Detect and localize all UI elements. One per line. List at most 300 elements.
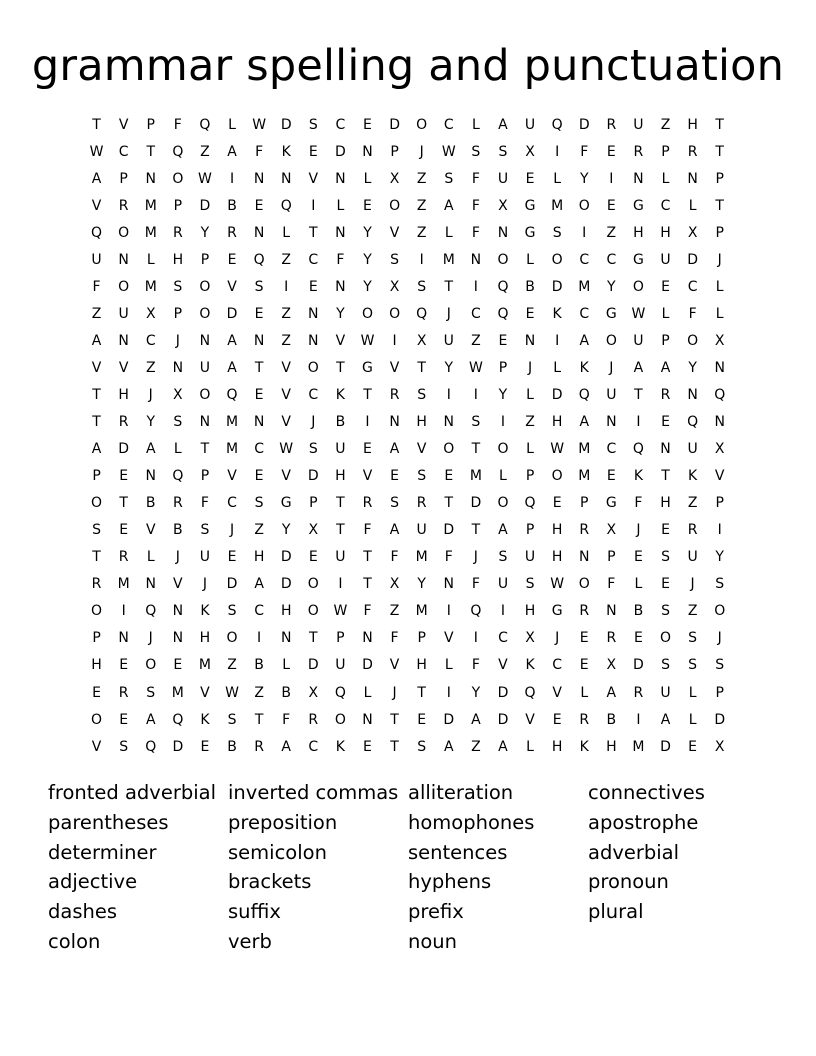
- grid-letter: R: [416, 495, 427, 512]
- grid-letter: S: [227, 711, 237, 728]
- grid-letter: T: [254, 359, 264, 376]
- grid-letter: P: [607, 549, 616, 566]
- grid-letter: I: [473, 386, 478, 403]
- grid-letter: Z: [200, 143, 210, 160]
- grid-letter: T: [715, 143, 724, 160]
- word-list-item: apostrophe: [588, 810, 699, 834]
- grid-letter: O: [497, 251, 509, 268]
- grid-letter: P: [173, 305, 183, 322]
- grid-letter: G: [605, 305, 617, 322]
- grid-letter: H: [687, 116, 698, 133]
- grid-letter: L: [146, 251, 155, 268]
- grid-letter: L: [526, 251, 534, 268]
- grid-letter: E: [119, 711, 129, 728]
- grid-letter: Z: [254, 522, 264, 539]
- grid-letter: Q: [226, 386, 238, 403]
- grid-letter: P: [580, 495, 589, 512]
- grid-letter: L: [688, 711, 697, 728]
- grid-letter: F: [688, 305, 697, 322]
- grid-letter: Q: [334, 684, 346, 701]
- grid-letter: A: [633, 359, 644, 376]
- grid-letter: E: [363, 441, 372, 458]
- grid-letter: S: [498, 143, 508, 160]
- grid-letter: S: [417, 386, 427, 403]
- grid-letter: R: [91, 576, 102, 593]
- grid-letter: U: [687, 441, 698, 458]
- grid-letter: L: [553, 170, 562, 187]
- grid-letter: U: [497, 170, 509, 187]
- grid-letter: X: [389, 576, 400, 593]
- grid-letter: O: [497, 495, 509, 512]
- grid-letter: O: [551, 251, 563, 268]
- grid-letter: Q: [253, 251, 265, 268]
- grid-letter: S: [661, 657, 670, 674]
- grid-letter: L: [444, 224, 453, 241]
- grid-letter: X: [145, 305, 156, 322]
- grid-letter: R: [687, 522, 698, 539]
- grid-letter: Z: [281, 251, 291, 268]
- grid-letter: I: [229, 170, 235, 187]
- grid-letter: A: [498, 738, 508, 755]
- grid-letter: N: [335, 278, 346, 295]
- grid-letter: Q: [280, 197, 292, 214]
- grid-letter: E: [308, 549, 318, 566]
- word-list-item: fronted adverbial: [48, 781, 217, 804]
- grid-letter: T: [119, 495, 128, 512]
- grid-letter: A: [660, 359, 671, 376]
- grid-letter: V: [227, 468, 237, 485]
- grid-letter: A: [389, 441, 400, 458]
- grid-letter: S: [173, 278, 183, 295]
- grid-letter: Z: [227, 657, 237, 674]
- grid-letter: H: [606, 738, 617, 755]
- grid-letter: Z: [471, 738, 481, 755]
- grid-letter: R: [579, 522, 590, 539]
- grid-letter: T: [634, 386, 643, 403]
- grid-letter: R: [172, 224, 183, 241]
- grid-letter: I: [365, 414, 370, 431]
- grid-letter: R: [606, 116, 617, 133]
- word-search-grid: [83, 111, 733, 760]
- grid-letter: P: [119, 170, 128, 187]
- grid-letter: V: [118, 359, 129, 376]
- grid-letter: D: [389, 116, 400, 133]
- word-list-item: adjective: [48, 870, 138, 894]
- grid-letter: H: [551, 522, 563, 539]
- grid-letter: G: [605, 495, 617, 512]
- grid-letter: U: [443, 332, 454, 349]
- grid-letter: N: [660, 441, 671, 458]
- grid-letter: P: [173, 197, 183, 214]
- grid-letter: T: [417, 684, 426, 701]
- grid-letter: R: [118, 414, 129, 431]
- grid-letter: H: [551, 738, 563, 755]
- grid-letter: F: [607, 576, 616, 593]
- grid-letter: J: [202, 576, 207, 593]
- grid-letter: C: [443, 116, 454, 133]
- grid-letter: D: [443, 522, 455, 539]
- grid-letter: G: [632, 197, 644, 214]
- grid-letter: T: [363, 549, 372, 566]
- grid-letter: Z: [416, 224, 427, 241]
- grid-letter: A: [579, 414, 590, 431]
- grid-letter: N: [308, 332, 319, 349]
- grid-letter: D: [226, 305, 238, 322]
- grid-letter: L: [553, 359, 562, 376]
- grid-letter: S: [688, 657, 698, 674]
- grid-letter: F: [471, 197, 480, 214]
- grid-letter: P: [715, 684, 724, 701]
- grid-letter: H: [416, 657, 427, 674]
- grid-letter: P: [200, 468, 210, 485]
- grid-letter: Y: [363, 251, 372, 268]
- grid-letter: B: [227, 197, 237, 214]
- grid-letter: J: [636, 522, 641, 539]
- grid-letter: D: [199, 197, 211, 214]
- grid-letter: T: [309, 224, 318, 241]
- grid-letter: P: [336, 630, 345, 647]
- grid-letter: M: [578, 468, 591, 485]
- grid-letter: V: [552, 684, 562, 701]
- grid-letter: J: [717, 630, 722, 647]
- grid-letter: R: [172, 495, 183, 512]
- grid-letter: Q: [551, 116, 563, 133]
- grid-letter: N: [145, 576, 156, 593]
- grid-letter: T: [471, 441, 481, 458]
- grid-letter: I: [636, 414, 641, 431]
- grid-letter: S: [417, 468, 427, 485]
- grid-letter: V: [281, 468, 291, 485]
- grid-letter: T: [336, 522, 345, 539]
- grid-letter: Y: [363, 278, 372, 295]
- grid-letter: O: [307, 603, 319, 620]
- grid-letter: P: [92, 630, 101, 647]
- grid-letter: D: [362, 657, 373, 674]
- grid-letter: U: [199, 549, 211, 566]
- grid-letter: I: [555, 143, 560, 160]
- grid-letter: W: [468, 359, 483, 376]
- grid-letter: I: [392, 332, 397, 349]
- grid-letter: B: [633, 603, 644, 620]
- grid-letter: T: [363, 386, 372, 403]
- grid-letter: I: [555, 332, 560, 349]
- grid-letter: T: [200, 441, 210, 458]
- grid-letter: F: [363, 603, 372, 620]
- grid-letter: N: [714, 359, 725, 376]
- grid-letter: U: [633, 332, 644, 349]
- grid-letter: A: [660, 711, 671, 728]
- grid-letter: O: [361, 305, 373, 322]
- grid-letter: Q: [497, 305, 509, 322]
- grid-letter: L: [661, 170, 670, 187]
- grid-letter: E: [525, 305, 535, 322]
- grid-letter: V: [389, 657, 400, 674]
- grid-letter: D: [335, 143, 346, 160]
- grid-letter: O: [389, 197, 401, 214]
- grid-letter: L: [634, 576, 643, 593]
- grid-letter: Q: [578, 386, 590, 403]
- grid-letter: F: [173, 116, 182, 133]
- grid-letter: F: [363, 522, 372, 539]
- grid-letter: J: [690, 576, 695, 593]
- grid-letter: V: [200, 684, 210, 701]
- grid-letter: N: [118, 251, 129, 268]
- grid-letter: J: [473, 549, 478, 566]
- grid-letter: T: [336, 359, 345, 376]
- grid-letter: W: [198, 170, 212, 187]
- grid-letter: S: [715, 657, 725, 674]
- grid-letter: X: [416, 332, 427, 349]
- grid-letter: L: [526, 738, 534, 755]
- grid-letter: U: [335, 549, 346, 566]
- grid-letter: S: [146, 684, 156, 701]
- grid-letter: E: [92, 684, 101, 701]
- grid-letter: N: [172, 630, 184, 647]
- grid-letter: M: [578, 441, 591, 458]
- grid-letter: H: [633, 224, 644, 241]
- grid-letter: S: [471, 414, 481, 431]
- grid-letter: H: [118, 386, 129, 403]
- grid-letter: V: [308, 170, 319, 187]
- grid-letter: S: [227, 603, 237, 620]
- grid-letter: F: [282, 711, 291, 728]
- grid-letter: V: [118, 116, 129, 133]
- grid-letter: H: [335, 468, 346, 485]
- grid-letter: A: [443, 197, 454, 214]
- grid-letter: U: [660, 684, 671, 701]
- grid-letter: R: [308, 711, 319, 728]
- grid-letter: Y: [688, 359, 697, 376]
- grid-letter: N: [253, 414, 265, 431]
- grid-letter: E: [552, 495, 562, 512]
- grid-letter: M: [144, 197, 157, 214]
- grid-letter: B: [281, 684, 291, 701]
- grid-letter: O: [389, 305, 401, 322]
- word-list-item: connectives: [588, 781, 705, 804]
- grid-letter: S: [498, 549, 508, 566]
- grid-letter: D: [307, 468, 319, 485]
- grid-letter: F: [336, 251, 345, 268]
- grid-letter: X: [606, 522, 617, 539]
- grid-letter: D: [470, 495, 482, 512]
- grid-letter: N: [362, 711, 373, 728]
- grid-letter: K: [579, 359, 589, 376]
- grid-letter: M: [198, 657, 211, 674]
- grid-letter: N: [145, 468, 156, 485]
- grid-letter: J: [527, 359, 533, 376]
- grid-letter: D: [280, 576, 292, 593]
- grid-letter: D: [443, 711, 455, 728]
- grid-letter: E: [363, 197, 372, 214]
- grid-letter: Q: [91, 224, 103, 241]
- grid-letter: Q: [145, 738, 157, 755]
- grid-letter: L: [471, 116, 480, 133]
- grid-letter: N: [199, 332, 211, 349]
- grid-letter: V: [389, 224, 400, 241]
- grid-letter: H: [253, 549, 265, 566]
- grid-letter: F: [471, 170, 480, 187]
- grid-letter: E: [688, 738, 698, 755]
- grid-letter: J: [392, 684, 397, 701]
- grid-letter: O: [91, 603, 103, 620]
- word-list-item: prefix: [408, 900, 464, 924]
- grid-letter: I: [609, 170, 614, 187]
- grid-letter: X: [525, 630, 535, 647]
- grid-letter: O: [172, 170, 184, 187]
- word-list-item: noun: [408, 929, 458, 953]
- grid-letter: N: [443, 576, 454, 593]
- grid-letter: R: [579, 711, 590, 728]
- grid-letter: V: [281, 359, 291, 376]
- grid-letter: O: [632, 278, 644, 295]
- grid-letter: J: [148, 386, 153, 403]
- grid-letter: S: [254, 495, 264, 512]
- grid-letter: I: [419, 251, 424, 268]
- grid-letter: S: [200, 522, 210, 539]
- grid-letter: W: [550, 441, 565, 458]
- grid-letter: A: [471, 711, 481, 728]
- grid-letter: U: [497, 576, 509, 593]
- grid-letter: Y: [200, 224, 210, 241]
- grid-letter: E: [606, 468, 616, 485]
- grid-letter: M: [469, 468, 482, 485]
- grid-letter: A: [498, 116, 508, 133]
- grid-letter: N: [253, 170, 265, 187]
- grid-letter: E: [606, 143, 616, 160]
- grid-letter: P: [498, 359, 508, 376]
- grid-letter: T: [715, 197, 724, 214]
- grid-letter: T: [471, 522, 481, 539]
- grid-letter: Z: [416, 170, 427, 187]
- grid-letter: O: [416, 116, 428, 133]
- grid-letter: L: [282, 657, 291, 674]
- grid-letter: D: [280, 549, 292, 566]
- grid-letter: I: [717, 522, 722, 539]
- grid-letter: T: [92, 116, 101, 133]
- grid-letter: E: [661, 414, 670, 431]
- grid-letter: U: [606, 386, 617, 403]
- grid-letter: T: [417, 359, 426, 376]
- grid-letter: D: [551, 386, 563, 403]
- grid-letter: C: [335, 116, 346, 133]
- grid-letter: B: [606, 711, 617, 728]
- grid-letter: H: [416, 414, 427, 431]
- grid-letter: A: [443, 738, 454, 755]
- grid-letter: P: [309, 495, 318, 512]
- grid-letter: F: [471, 657, 480, 674]
- word-list-item: hyphens: [408, 870, 492, 894]
- grid-letter: I: [500, 414, 506, 431]
- grid-letter: N: [497, 224, 509, 241]
- grid-letter: E: [308, 278, 318, 295]
- grid-letter: M: [225, 414, 239, 431]
- grid-letter: Z: [416, 197, 427, 214]
- grid-letter: M: [578, 278, 591, 295]
- grid-letter: O: [551, 468, 563, 485]
- grid-letter: C: [145, 332, 156, 349]
- grid-letter: D: [307, 657, 319, 674]
- grid-letter: E: [633, 549, 643, 566]
- grid-letter: S: [444, 170, 454, 187]
- grid-letter: O: [118, 224, 130, 241]
- grid-letter: E: [552, 711, 562, 728]
- grid-letter: P: [200, 251, 210, 268]
- grid-letter: S: [92, 522, 101, 539]
- grid-letter: A: [227, 143, 237, 160]
- grid-letter: W: [441, 143, 456, 160]
- grid-letter: T: [92, 386, 101, 403]
- grid-letter: L: [526, 441, 534, 458]
- grid-letter: I: [446, 603, 451, 620]
- grid-letter: M: [632, 738, 645, 755]
- grid-letter: C: [227, 495, 237, 512]
- word-list-item: colon: [48, 929, 101, 953]
- grid-letter: O: [199, 278, 211, 295]
- grid-letter: N: [606, 603, 617, 620]
- grid-letter: Q: [199, 116, 211, 133]
- grid-letter: Q: [524, 495, 536, 512]
- grid-letter: C: [254, 441, 264, 458]
- grid-letter: K: [688, 468, 698, 485]
- grid-letter: A: [254, 576, 264, 593]
- word-list-item: semicolon: [228, 840, 327, 864]
- grid-letter: U: [199, 359, 211, 376]
- grid-letter: E: [119, 657, 129, 674]
- grid-letter: E: [606, 197, 616, 214]
- grid-letter: V: [281, 386, 291, 403]
- grid-letter: X: [173, 386, 183, 403]
- grid-letter: X: [308, 522, 319, 539]
- grid-letter: M: [442, 251, 455, 268]
- grid-letter: D: [172, 738, 184, 755]
- grid-letter: Q: [497, 278, 509, 295]
- grid-letter: S: [417, 278, 427, 295]
- grid-letter: C: [687, 278, 698, 295]
- grid-letter: I: [284, 278, 289, 295]
- grid-letter: U: [335, 657, 346, 674]
- grid-letter: B: [335, 414, 346, 431]
- grid-letter: W: [252, 116, 267, 133]
- grid-letter: P: [417, 630, 426, 647]
- word-list-item: pronoun: [588, 870, 669, 894]
- grid-letter: B: [254, 657, 264, 674]
- grid-letter: S: [552, 224, 562, 241]
- grid-letter: K: [579, 738, 589, 755]
- grid-letter: M: [171, 684, 184, 701]
- grid-letter: J: [555, 630, 560, 647]
- grid-letter: P: [715, 224, 724, 241]
- grid-letter: Y: [607, 278, 616, 295]
- grid-letter: E: [498, 332, 508, 349]
- grid-letter: T: [92, 549, 101, 566]
- grid-letter: H: [199, 630, 211, 647]
- grid-letter: T: [254, 711, 264, 728]
- grid-letter: B: [227, 738, 237, 755]
- grid-letter: O: [91, 711, 103, 728]
- grid-letter: U: [335, 441, 346, 458]
- grid-letter: I: [446, 684, 451, 701]
- grid-letter: J: [609, 359, 614, 376]
- grid-letter: E: [444, 468, 454, 485]
- grid-letter: C: [308, 738, 319, 755]
- grid-letter: J: [446, 305, 451, 322]
- grid-letter: K: [281, 143, 291, 160]
- grid-letter: N: [687, 170, 698, 187]
- grid-letter: L: [715, 305, 724, 322]
- grid-letter: W: [279, 441, 294, 458]
- grid-letter: O: [226, 630, 238, 647]
- grid-letter: E: [633, 630, 643, 647]
